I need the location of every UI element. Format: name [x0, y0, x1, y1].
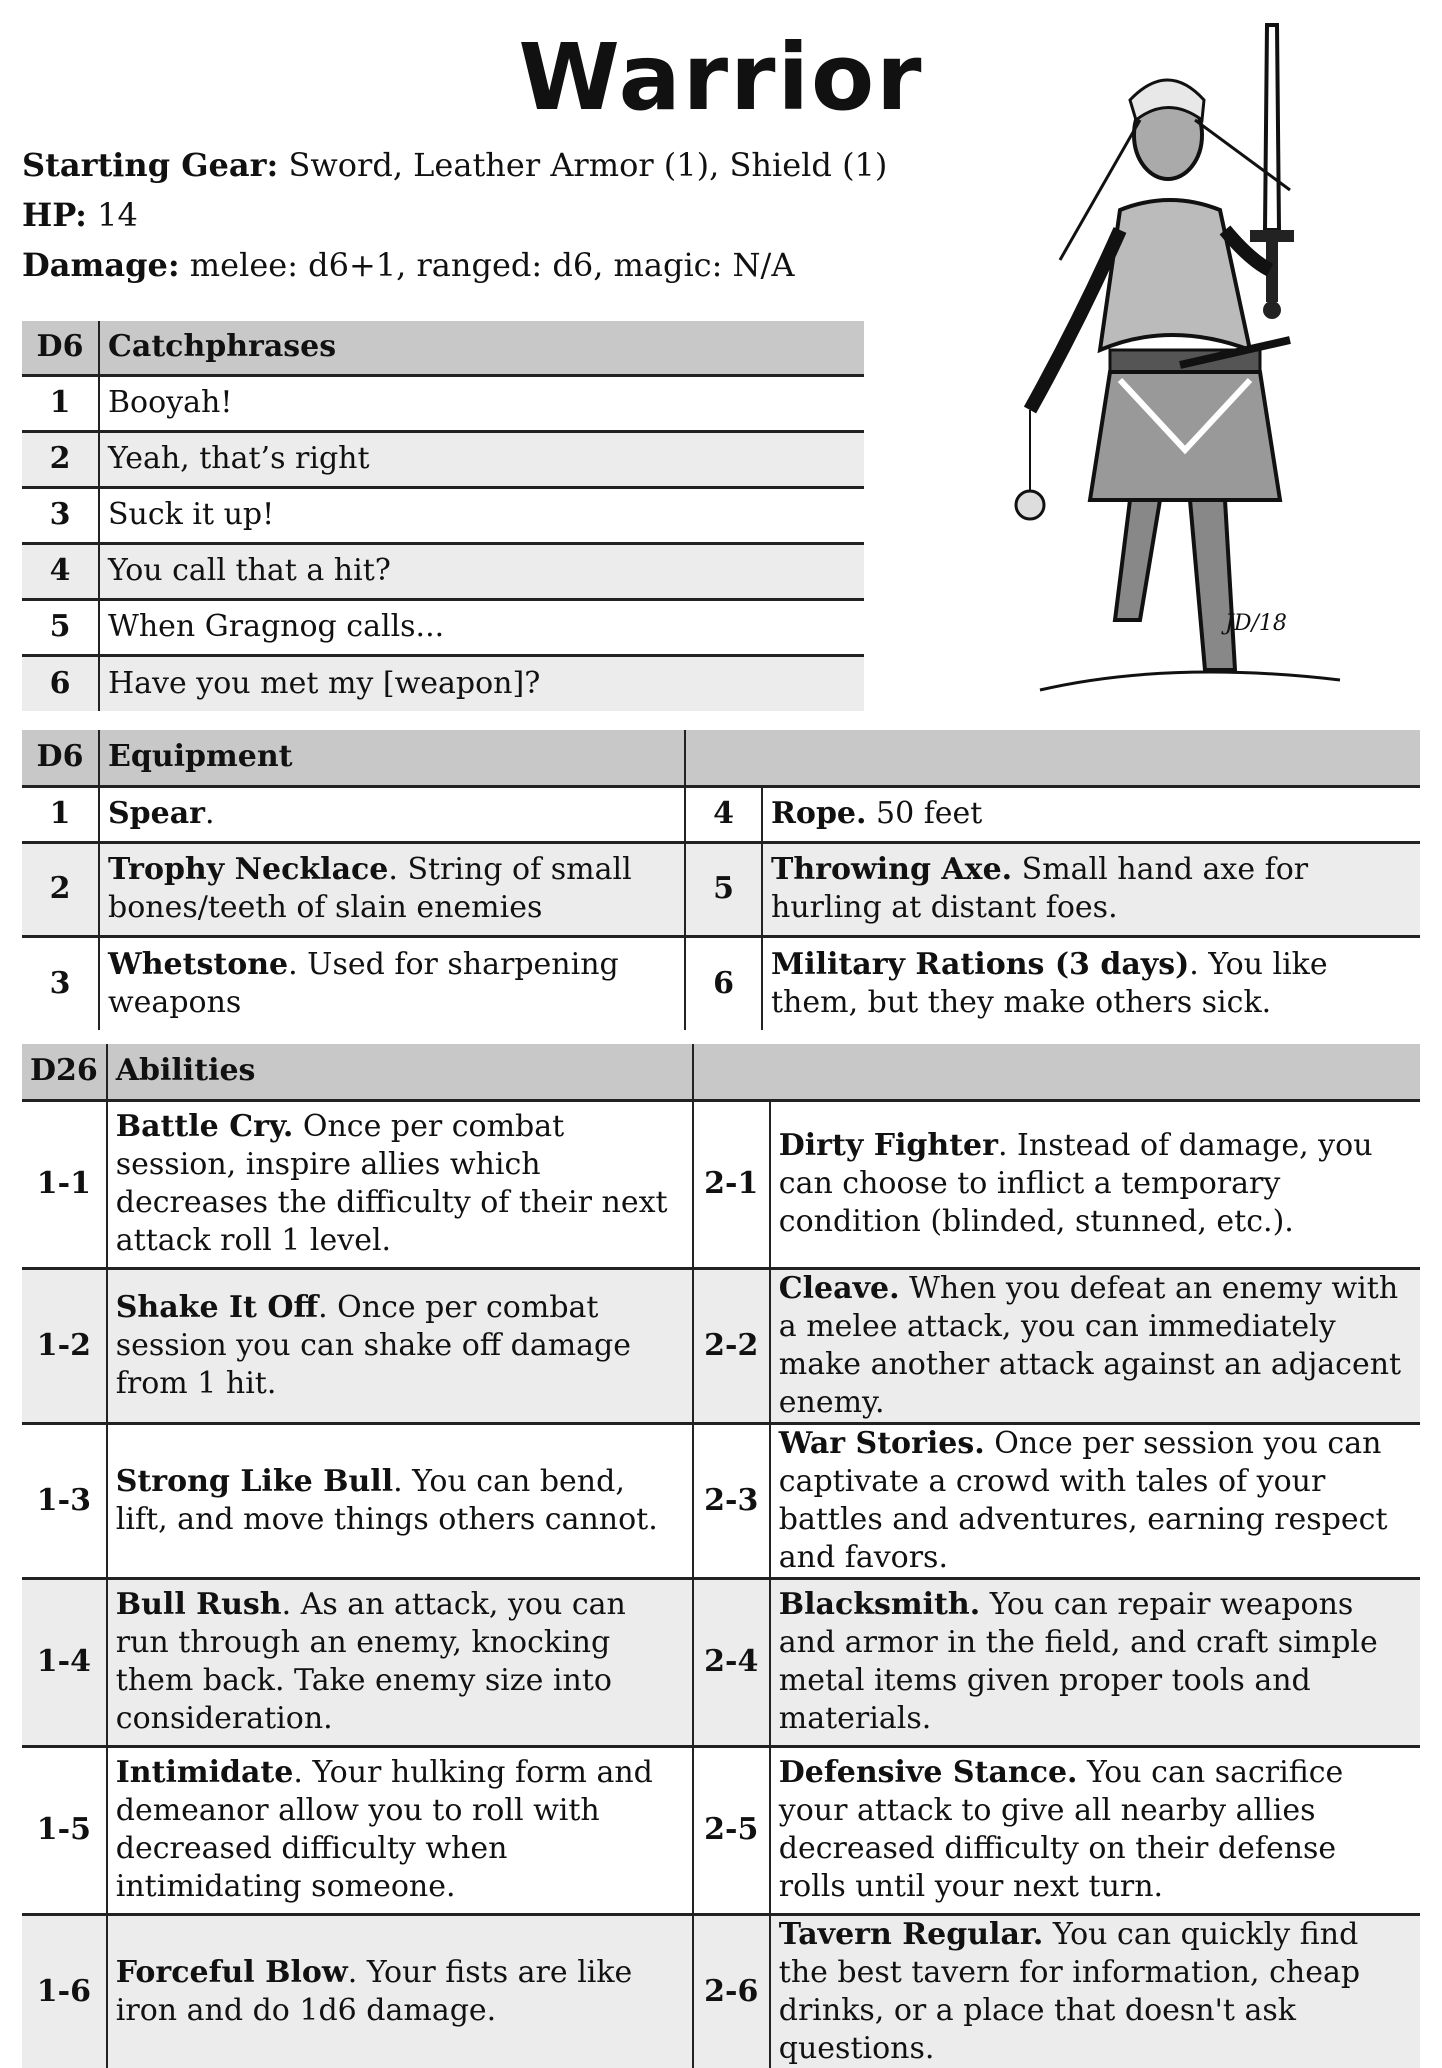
catchphrase-text: Have you met my [weapon]?: [99, 655, 864, 711]
table-row: [22, 786, 1420, 842]
header-spacer: [693, 1044, 770, 1100]
row-number: 2-4: [693, 1578, 770, 1746]
ability-cell: [107, 1578, 693, 1746]
item-name: Trophy Necklace: [108, 852, 389, 887]
item-text: . You like them, but they make others sick.: [771, 946, 1328, 1020]
row-number: 2-6: [693, 1914, 770, 2068]
page-title: Warrior: [518, 24, 924, 131]
row-number: 1-6: [22, 1914, 107, 2068]
ability-cell: [770, 1914, 1420, 2068]
ability-name: Forceful Blow: [115, 1954, 348, 1990]
ability-text: . Your hulking form and demeanor allow you to roll with decreased difficulty when intimidating someone.: [115, 1755, 653, 1904]
item-text: 50 feet: [866, 796, 983, 831]
artist-signature: JD/18: [1225, 611, 1287, 636]
equipment-header: Equipment: [99, 730, 685, 786]
ability-name: Bull Rush: [115, 1587, 282, 1622]
ability-name: Cleave.: [778, 1270, 900, 1306]
row-number: 2-3: [693, 1423, 770, 1578]
table-row: [22, 1746, 1420, 1914]
catchphrase-text: Booyah!: [99, 375, 864, 431]
row-number: 2-2: [693, 1268, 770, 1423]
table-row: [22, 543, 864, 599]
damage-label: Damage:: [22, 246, 180, 284]
item-name: Throwing Axe.: [771, 852, 1013, 887]
catchphrase-text: Yeah, that’s right: [99, 431, 864, 487]
ability-text: . Your fists are like iron and do 1d6 damage.: [115, 1954, 633, 2028]
row-number: 1-5: [22, 1746, 107, 1914]
die-label: D26: [22, 1044, 107, 1100]
ability-name: War Stories.: [778, 1425, 985, 1461]
ability-name: Shake It Off: [115, 1289, 319, 1325]
ability-name: Battle Cry.: [115, 1109, 294, 1144]
stats-block: [22, 140, 887, 290]
equipment-header-row: [22, 730, 1420, 786]
equipment-cell: [99, 842, 685, 936]
equipment-cell: [99, 786, 685, 842]
header-spacer: [685, 730, 762, 786]
ability-text: You can quickly find the best tavern for information, cheap drinks, or a place that doesn't ask questions.: [778, 1916, 1361, 2066]
ability-cell: [107, 1423, 693, 1578]
table-row: [22, 1423, 1420, 1578]
row-number: 3: [22, 487, 99, 543]
row-number: 1-1: [22, 1100, 107, 1268]
row-number: 4: [22, 543, 99, 599]
starting-gear-line: [22, 140, 887, 190]
ability-text: . As an attack, you can run through an enemy, knocking them back. Take enemy size into consideration.: [115, 1587, 626, 1736]
ability-cell: [107, 1914, 693, 2068]
table-row: [22, 1578, 1420, 1746]
ability-text: . Instead of damage, you can choose to inflict a temporary condition (blinded, stunned, etc.).: [778, 1128, 1373, 1239]
item-text: .: [204, 796, 215, 831]
ability-name: Tavern Regular.: [778, 1916, 1044, 1952]
row-number: 1: [22, 786, 99, 842]
table-row: [22, 487, 864, 543]
ability-cell: [107, 1746, 693, 1914]
row-number: 5: [22, 599, 99, 655]
table-row: [22, 431, 864, 487]
row-number: 1-2: [22, 1268, 107, 1423]
row-number: 2-5: [693, 1746, 770, 1914]
abilities-header: Abilities: [107, 1044, 693, 1100]
item-name: Military Rations (3 days): [771, 946, 1190, 982]
catchphrases-table: [22, 321, 864, 711]
equipment-cell: [762, 786, 1420, 842]
table-row: [22, 1914, 1420, 2068]
gear-label: Starting Gear:: [22, 146, 279, 184]
ability-cell: [770, 1100, 1420, 1268]
table-row: [22, 1268, 1420, 1423]
ability-cell: [107, 1268, 693, 1423]
item-text: . Used for sharpening weapons: [108, 946, 619, 1020]
row-number: 2: [22, 431, 99, 487]
hp-label: HP:: [22, 196, 87, 234]
catchphrase-text: You call that a hit?: [99, 543, 864, 599]
table-row: [22, 842, 1420, 936]
ability-text: You can sacrifice your attack to give all nearby allies decreased difficulty on their defense rolls until your next turn.: [778, 1755, 1344, 1904]
ability-name: Defensive Stance.: [778, 1755, 1078, 1790]
catchphrases-header: Catchphrases: [99, 321, 864, 375]
abilities-table: [22, 1044, 1420, 2068]
ability-text: You can repair weapons and armor in the field, and craft simple metal items given proper tools and materials.: [778, 1587, 1378, 1736]
row-number: 4: [685, 786, 762, 842]
equipment-cell: [762, 936, 1420, 1030]
table-row: [22, 599, 864, 655]
die-label: D6: [22, 321, 99, 375]
row-number: 2: [22, 842, 99, 936]
ability-cell: [107, 1100, 693, 1268]
header-spacer: [762, 730, 1420, 786]
table-row: [22, 936, 1420, 1030]
row-number: 1-4: [22, 1578, 107, 1746]
table-row: [22, 375, 864, 431]
die-label: D6: [22, 730, 99, 786]
hp-value: 14: [86, 196, 138, 234]
ability-cell: [770, 1746, 1420, 1914]
ability-text: . Once per combat session you can shake off damage from 1 hit.: [115, 1289, 631, 1401]
ability-text: Once per combat session, inspire allies which decreases the difficulty of their next attack roll 1 level.: [115, 1109, 668, 1258]
ability-text: When you defeat an enemy with a melee attack, you can immediately make another attack against an adjacent enemy.: [778, 1270, 1402, 1420]
equipment-cell: [762, 842, 1420, 936]
table-row: [22, 655, 864, 711]
ability-name: Dirty Fighter: [778, 1128, 998, 1163]
item-name: Rope.: [771, 796, 867, 831]
catchphrases-header-row: [22, 321, 864, 375]
row-number: 1: [22, 375, 99, 431]
warrior-illustration: [990, 20, 1350, 720]
ability-cell: [770, 1578, 1420, 1746]
item-text: . String of small bones/teeth of slain enemies: [108, 852, 632, 925]
catchphrase-text: Suck it up!: [99, 487, 864, 543]
ability-text: Once per session you can captivate a crowd with tales of your battles and adventures, earning respect and favors.: [778, 1425, 1388, 1575]
row-number: 6: [22, 655, 99, 711]
table-row: [22, 1100, 1420, 1268]
hp-line: [22, 190, 887, 240]
header-spacer: [770, 1044, 1420, 1100]
abilities-header-row: [22, 1044, 1420, 1100]
ability-name: Intimidate: [115, 1755, 294, 1790]
ability-cell: [770, 1423, 1420, 1578]
ability-cell: [770, 1268, 1420, 1423]
row-number: 3: [22, 936, 99, 1030]
item-text: Small hand axe for hurling at distant foes.: [771, 852, 1309, 925]
item-name: Whetstone: [108, 946, 289, 982]
item-name: Spear: [108, 796, 205, 831]
damage-value: melee: d6+1, ranged: d6, magic: N/A: [179, 246, 795, 284]
row-number: 6: [685, 936, 762, 1030]
equipment-cell: [99, 936, 685, 1030]
ability-name: Strong Like Bull: [115, 1463, 394, 1499]
ability-name: Blacksmith.: [778, 1587, 981, 1622]
equipment-table: [22, 730, 1420, 1030]
catchphrase-text: When Gragnog calls...: [99, 599, 864, 655]
damage-line: [22, 240, 887, 290]
gear-value: Sword, Leather Armor (1), Shield (1): [278, 146, 888, 184]
ability-text: . You can bend, lift, and move things others cannot.: [115, 1463, 658, 1537]
row-number: 1-3: [22, 1423, 107, 1578]
row-number: 2-1: [693, 1100, 770, 1268]
row-number: 5: [685, 842, 762, 936]
